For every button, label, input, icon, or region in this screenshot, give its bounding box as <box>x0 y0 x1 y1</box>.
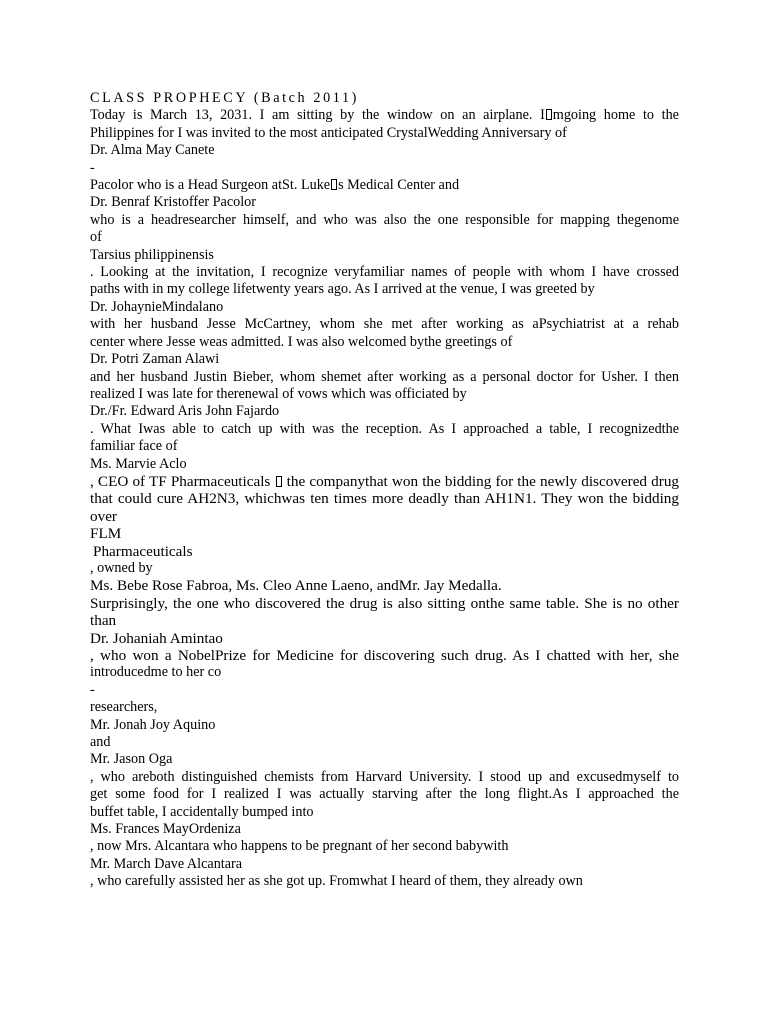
text-line: and <box>90 734 111 751</box>
text-line: than <box>90 612 117 630</box>
text-line: that could cure AH2N3, whichwas ten times more deadly than AH1N1. They won the bidding <box>90 490 679 508</box>
person-name: Dr. Benraf Kristoffer Pacolor <box>90 194 256 211</box>
text-line: center where Jesse weas admitted. I was also welcomed bythe greetings of <box>90 333 513 350</box>
text-line: Surprisingly, the one who discovered the drug is also sitting onthe same table. She is no other <box>90 594 679 612</box>
missing-glyph-icon <box>331 179 337 190</box>
person-name: Dr. Johaniah Amintao <box>90 629 223 647</box>
document-title: CLASS PROPHECY (Batch 2011) <box>90 90 359 106</box>
person-name: Dr. Potri Zaman Alawi <box>90 351 220 368</box>
text-line: , who carefully assisted her as she got up. Fromwhat I heard of them, they already own <box>90 873 583 890</box>
person-name: Ms. Marvie Aclo <box>90 455 187 472</box>
person-name: Ms. Frances MayOrdeniza <box>90 821 241 838</box>
text-line: Philippines for I was invited to the most anticipated CrystalWedding Anniversary of <box>90 124 567 141</box>
person-name: Mr. Jonah Joy Aquino <box>90 716 216 733</box>
text-line: introducedme to her co <box>90 664 222 681</box>
text-line: , owned by <box>90 559 153 576</box>
missing-glyph-icon <box>546 109 552 120</box>
person-name: Ms. Bebe Rose Fabroa, Ms. Cleo Anne Laeno, andMr. Jay Medalla. <box>90 577 502 595</box>
text-line: , who won a NobelPrize for Medicine for discovering such drug. As I chatted with her, she <box>90 647 679 664</box>
text-line: familiar face of <box>90 438 178 455</box>
text-line: , CEO of TF Pharmaceuticals the companythat won the bidding for the newly discovered drug <box>90 472 680 490</box>
person-name: Dr. JohaynieMindalano <box>90 298 224 315</box>
document-page <box>90 90 679 891</box>
text-line: Pacolor who is a Head Surgeon atSt. Luke s Medical Center and <box>90 177 460 194</box>
company-name: FLM <box>90 525 122 543</box>
text-line: . Looking at the invitation, I recognize veryfamiliar names of people with whom I have crossed <box>90 264 679 281</box>
text-line: , now Mrs. Alcantara who happens to be pregnant of her second babywith <box>90 838 509 855</box>
text-line: and her husband Justin Bieber, whom shemet after working as a personal doctor for Usher. I then <box>90 368 679 385</box>
text-line: - <box>90 681 95 698</box>
missing-glyph-icon <box>276 476 282 487</box>
text-line: with her husband Jesse McCartney, whom she met after working as aPsychiatrist at a rehab <box>90 316 679 333</box>
text-line: paths with in my college lifetwenty years ago. As I arrived at the venue, I was greeted by <box>90 281 595 298</box>
text-line: - <box>90 159 95 176</box>
text-line: realized I was late for therenewal of vows which was officiated by <box>90 385 467 402</box>
text-line: of <box>90 229 102 246</box>
text-line: who is a headresearcher himself, and who was also the one responsible for mapping thegenome <box>90 211 679 228</box>
text-line: get some food for I realized I was actually starving after the long flight.As I approached the <box>90 786 679 803</box>
person-name: Dr./Fr. Edward Aris John Fajardo <box>90 403 280 420</box>
species-name: Tarsius philippinensis <box>90 246 214 263</box>
text-line: . What Iwas able to catch up with was the reception. As I approached a table, I recognizedthe <box>90 420 679 437</box>
company-name: Pharmaceuticals <box>93 542 193 560</box>
text-line: , who areboth distinguished chemists from Harvard University. I stood up and excusedmyself to <box>90 768 679 785</box>
person-name: Mr. March Dave Alcantara <box>90 855 243 872</box>
text-line: buffet table, I accidentally bumped into <box>90 803 314 820</box>
text-line: Today is March 13, 2031. I am sitting by the window on an airplane. I mgoing home to the <box>90 107 679 124</box>
person-name: Mr. Jason Oga <box>90 751 173 768</box>
text-line: over <box>90 507 117 525</box>
text-line: researchers, <box>90 699 158 716</box>
person-name: Dr. Alma May Canete <box>90 142 215 159</box>
